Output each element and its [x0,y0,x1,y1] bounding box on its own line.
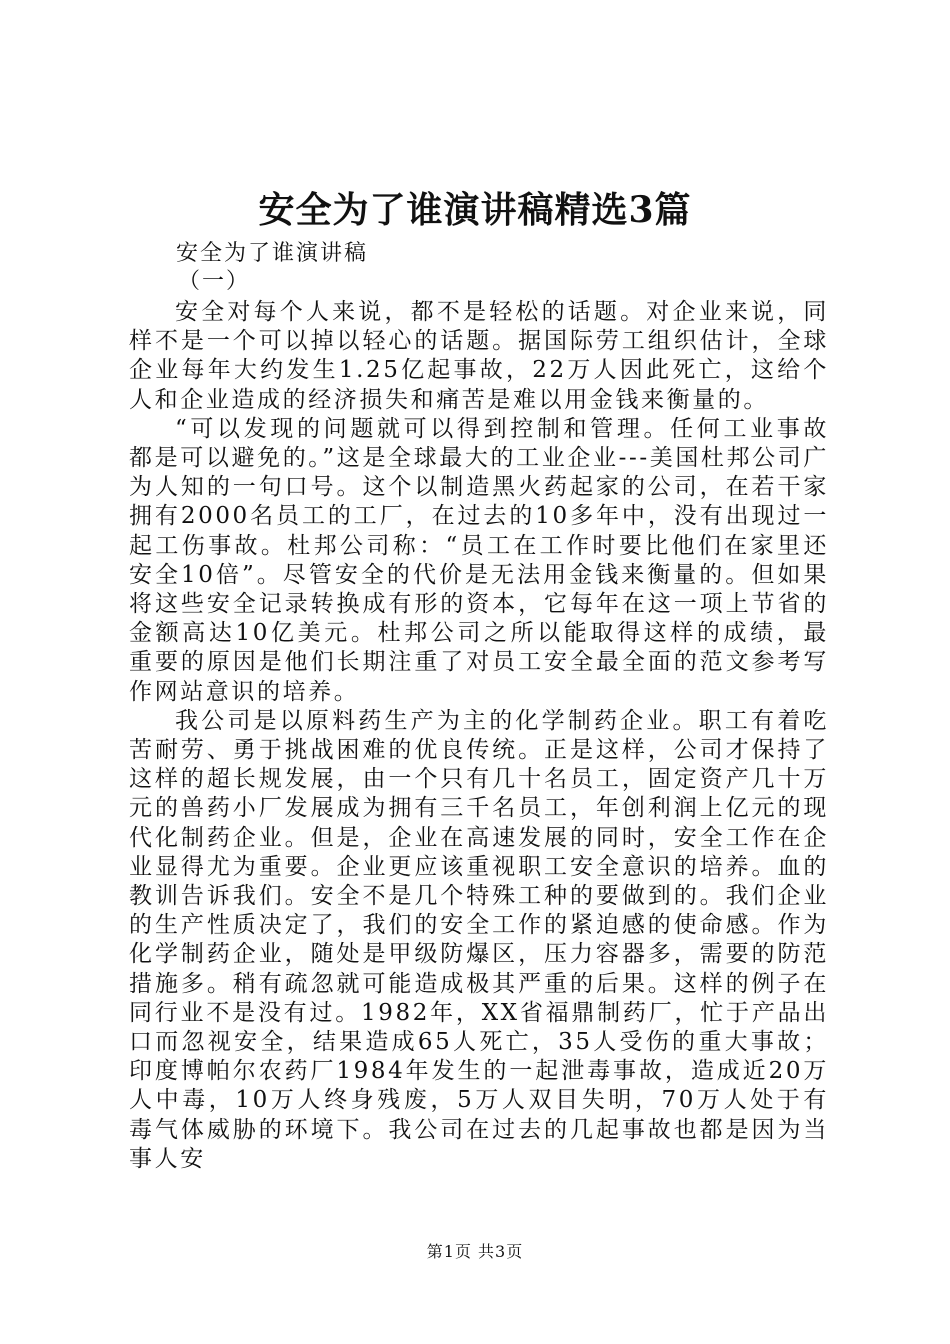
page-footer: 第1页 共3页 [426,1242,524,1261]
paragraph-1: 安全对每个人来说，都不是轻松的话题。对企业来说，同样不是一个可以掉以轻心的话题。据国际劳工组织估计，全球企业每年大约发生1.25亿起事故，22万人因此死亡，这给个人和企业造成的经济损失和痛苦是难以用金钱来衡量的。 [129,299,829,413]
paragraph-2: “可以发现的问题就可以得到控制和管理。任何工业事故都是可以避免的。”这是全球最大的工业企业---美国杜邦公司广为人知的一句口号。这个以制造黑火药起家的公司，在若干家拥有2000名员工的工厂，在过去的10多年中，没有出现过一起工伤事故。杜邦公司称：“员工在工作时要比他们在家里还安全10倍”。尽管安全的代价是无法用金钱来衡量的。但如果将这些安全记录转换成有形的资本，它每年在这一项上节省的金额高达10亿美元。杜邦公司之所以能取得这样的成绩，最重要的原因是他们长期注重了对员工安全最全面的范文参考写作网站意识的培养。 [129,415,829,705]
document-subtitle: 安全为了谁演讲稿 [176,241,369,266]
document-title: 安全为了谁演讲稿精选3篇 [258,189,692,231]
document-body [129,298,829,1174]
paragraph-3: 我公司是以原料药生产为主的化学制药企业。职工有着吃苦耐劳、勇于挑战困难的优良传统。正是这样，公司才保持了这样的超长规发展，由一个只有几十名员工，固定资产几十万元的兽药小厂发展成为拥有三千名员工，年创利润上亿元的现代化制药企业。但是，企业在高速发展的同时，安全工作在企业显得尤为重要。企业更应该重视职工安全意识的培养。血的教训告诉我们。安全不是几个特殊工种的要做到的。我们企业的生产性质决定了，我们的安全工作的紧迫感的使命感。作为化学制药企业，随处是甲级防爆区，压力容器多，需要的防范措施多。稍有疏忽就可能造成极其严重的后果。这样的例子在同行业不是没有过。1982年，XX省福鼎制药厂，忙于产品出口而忽视安全，结果造成65人死亡，35人受伤的重大事故；印度博帕尔农药厂1984年发生的一起泄毒事故，造成近20万人中毒，10万人终身残废，5万人双目失明，70万人处于有毒气体威胁的环境下。我公司在过去的几起事故也都是因为当事人安 [129,707,829,1172]
section-number: （一） [178,269,251,294]
